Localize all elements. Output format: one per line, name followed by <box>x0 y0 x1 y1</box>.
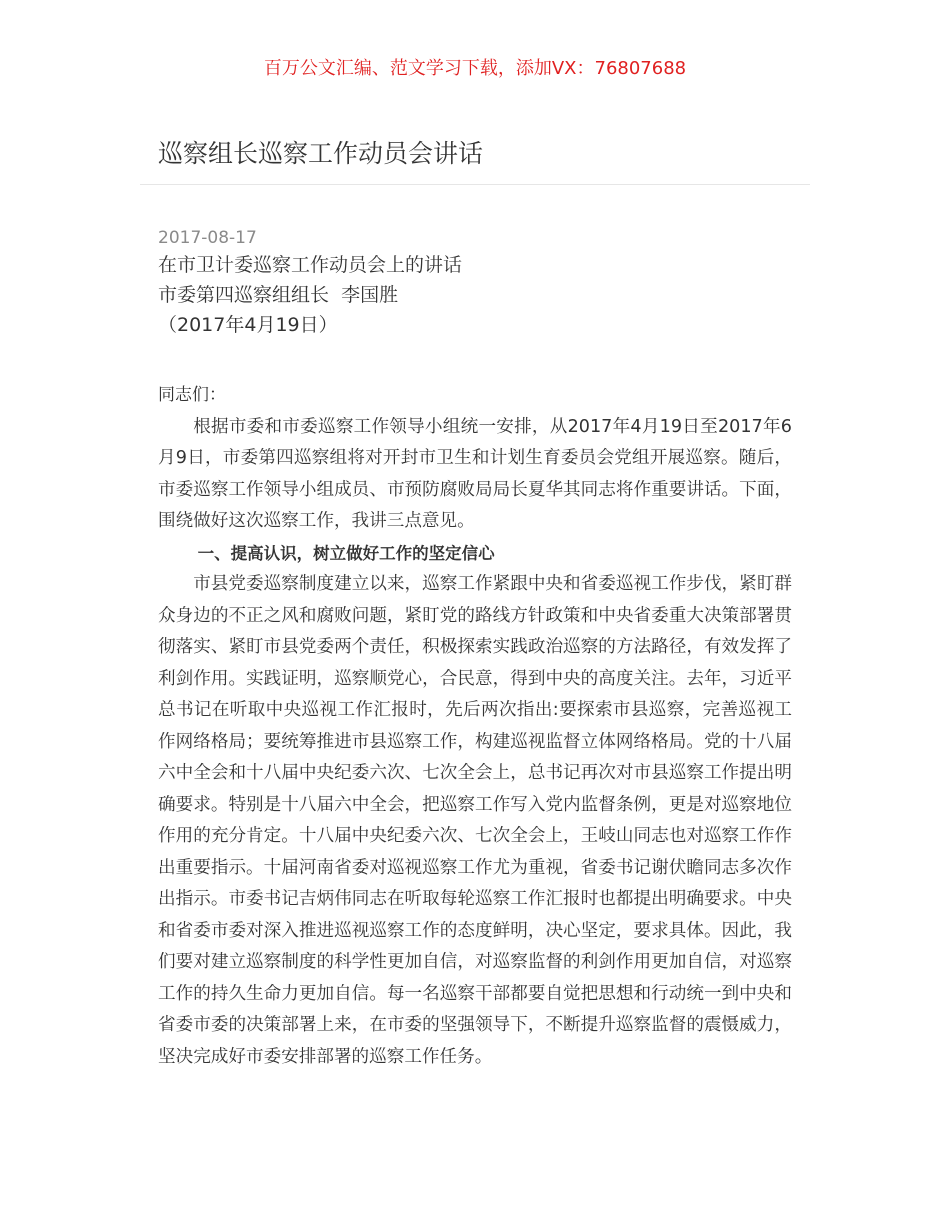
speaker-line: 市委第四巡察组组长 李国胜 <box>158 284 399 306</box>
title-divider <box>140 184 810 185</box>
speech-date: （2017年4月19日） <box>158 314 338 336</box>
article-body <box>158 226 792 1073</box>
paragraph-body: 市县党委巡察制度建立以来，巡察工作紧跟中央和省委巡视工作步伐，紧盯群众身边的不正之风和腐败问题，紧盯党的路线方针政策和中央省委重大决策部署贯彻落实、紧盯市县党委两个责任，积极探索实践政治巡察的方法路径，有效发挥了利剑作用。实践证明，巡察顺党心，合民意，得到中央的高度关注。去年，习近平总书记在听取中央巡视工作汇报时，先后两次指出:要探索市县巡察，完善巡视工作网络格局；要统筹推进市县巡察工作，构建巡视监督立体网络格局。党的十八届六中全会和十八届中央纪委六次、七次全会上，总书记再次对市县巡察工作提出明确要求。特别是十八届六中全会，把巡察工作写入党内监督条例，更是对巡察地位作用的充分肯定。十八届中央纪委六次、七次全会上，王岐山同志也对巡察工作作出重要指示。十届河南省委对巡视巡察工作尤为重视，省委书记谢伏瞻同志多次作出指示。市委书记吉炳伟同志在听取每轮巡察工作汇报时也都提出明确要求。中央和省委市委对深入推进巡视巡察工作的态度鲜明，决心坚定，要求具体。因此，我们要对建立巡察制度的科学性更加自信，对巡察监督的利剑作用更加自信，对巡察工作的持久生命力更加自信。每一名巡察干部都要自觉把思想和行动统一到中央和省委市委的决策部署上来，在市委的坚强领导下，不断提升巡察监督的震慑威力，坚决完成好市委安排部署的巡察工作任务。 <box>158 574 792 1067</box>
salutation: 同志们： <box>158 385 226 405</box>
publish-date: 2017-08-17 <box>158 228 257 248</box>
speech-subtitle: 在市卫计委巡察工作动员会上的讲话 <box>158 254 463 276</box>
article-title: 巡察组长巡察工作动员会讲话 <box>158 139 484 168</box>
promo-banner: 百万公文汇编、范文学习下载，添加VX：76807688 <box>263 58 687 79</box>
paragraph-intro: 根据市委和市委巡察工作领导小组统一安排，从2017年4月19日至2017年6月9日，市委第四巡察组将对开封市卫生和计划生育委员会党组开展巡察。随后，市委巡察工作领导小组成员、市预防腐败局局长夏华其同志将作重要讲话。下面，围绕做好这次巡察工作，我讲三点意见。 <box>158 416 792 531</box>
section-heading: 一、提高认识，树立做好工作的坚定信心 <box>197 543 495 563</box>
